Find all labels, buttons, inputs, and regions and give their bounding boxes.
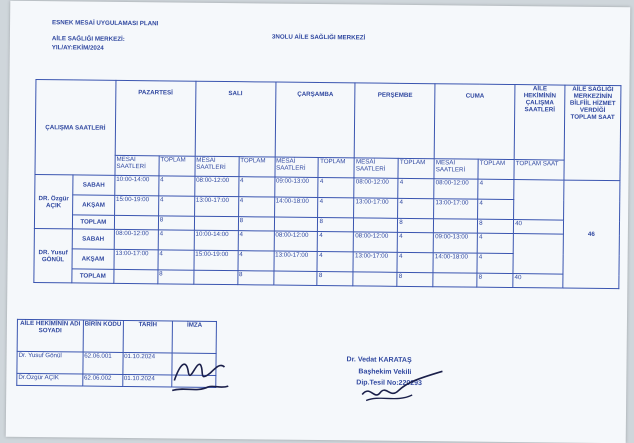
empty-cell bbox=[354, 218, 398, 232]
empty-cell bbox=[434, 219, 478, 233]
sig-name: Dr. Yusuf Gönül bbox=[17, 351, 83, 374]
shift-hours: 13:00-17:00 bbox=[194, 196, 238, 216]
empty-cell bbox=[194, 270, 238, 284]
shift-hours: 14:00-18:00 bbox=[274, 197, 318, 217]
shift-count: 4 bbox=[397, 232, 433, 252]
day-header: SALI bbox=[195, 81, 276, 157]
shift-count: 4 bbox=[158, 230, 194, 250]
empty-cell bbox=[273, 271, 317, 285]
shift-count: 4 bbox=[317, 251, 353, 271]
sig-header-date: TARİH bbox=[123, 320, 173, 353]
sig-code: 62.06.002 bbox=[82, 374, 122, 386]
schedule-table bbox=[33, 79, 621, 289]
doctor-hours-header: AİLE HEKİMİNİN ÇALIŞMA SAATLERİ bbox=[514, 85, 565, 161]
shift-label: SABAH bbox=[73, 175, 115, 195]
shift-hours: 15:00-19:00 bbox=[114, 195, 158, 215]
week-total: 40 bbox=[513, 274, 563, 289]
total-subheader: TOPLAM bbox=[398, 158, 434, 178]
shift-hours: 13:00-17:00 bbox=[353, 252, 397, 272]
period-label: YIL/AY:EKİM/2024 bbox=[51, 44, 104, 52]
day-total: 8 bbox=[238, 217, 274, 231]
approver-signature bbox=[356, 364, 446, 407]
shift-hours: 08:00-12:00 bbox=[194, 176, 238, 196]
shift-hours: 15:00-19:00 bbox=[194, 250, 238, 270]
center-hours-header: AİLE SAĞLIĞI MERKEZİNİN BİLFİİL HİZMET VERDİĞİ TOPLAM SAAT bbox=[564, 85, 621, 181]
center-name: 3NOLU AİLE SAĞLIĞI MERKEZİ bbox=[271, 33, 366, 42]
total-subheader: TOPLAM bbox=[478, 159, 514, 179]
shift-hours: 10:00-14:00 bbox=[194, 230, 238, 250]
shift-hours: 13:00-17:00 bbox=[114, 249, 158, 269]
shift-hours: 08:00-12:00 bbox=[354, 232, 398, 252]
approver-name: Dr. Vedat KARATAŞ bbox=[346, 356, 412, 364]
day-total: 8 bbox=[237, 271, 273, 285]
sig-header-sign: İMZA bbox=[172, 321, 216, 353]
empty-cell bbox=[194, 216, 238, 230]
shift-hours: 09:00-13:00 bbox=[433, 233, 477, 253]
sig-name: Dr.Özgür AÇIK bbox=[17, 373, 83, 386]
empty-cell bbox=[353, 272, 397, 286]
shift-hours: 13:00-17:00 bbox=[274, 251, 318, 271]
empty-cell bbox=[114, 215, 158, 229]
shift-count: 4 bbox=[478, 179, 514, 199]
shift-count: 4 bbox=[477, 233, 513, 253]
shift-count: 4 bbox=[158, 176, 194, 196]
shift-hours: 13:00-17:00 bbox=[354, 198, 398, 218]
day-header: PERŞEMBE bbox=[355, 83, 436, 159]
plan-title: ESNEK MESAİ UYGULAMASI PLANI bbox=[52, 19, 159, 28]
day-total: 8 bbox=[318, 217, 354, 231]
empty-cell bbox=[274, 217, 318, 231]
day-header: CUMA bbox=[434, 84, 515, 160]
shift-hours: 08:00-12:00 bbox=[354, 178, 398, 198]
day-total: 8 bbox=[158, 216, 194, 230]
shift-count: 4 bbox=[477, 253, 513, 273]
shift-count: 4 bbox=[238, 197, 274, 217]
shift-count: 4 bbox=[158, 250, 194, 270]
shift-hours: 10:00-14:00 bbox=[115, 175, 159, 195]
hours-subheader: MESAİ SAATLERİ bbox=[274, 157, 318, 177]
hours-subheader: MESAİ SAATLERİ bbox=[434, 159, 478, 179]
empty-cell bbox=[513, 234, 563, 275]
hours-subheader: MESAİ SAATLERİ bbox=[115, 155, 159, 175]
shift-label: SABAH bbox=[72, 229, 114, 249]
day-total: 8 bbox=[398, 218, 434, 232]
sig-date: 01.10.2024 bbox=[122, 374, 172, 387]
day-total: 8 bbox=[478, 219, 514, 233]
empty-cell bbox=[433, 273, 477, 287]
corner-label: ÇALIŞMA SAATLERİ bbox=[35, 80, 116, 176]
approver-dip: Dip.Tesil No:220293 bbox=[356, 379, 422, 388]
doctor-total-header: TOPLAM SAAT bbox=[514, 160, 564, 181]
document-sheet bbox=[6, 1, 631, 443]
shift-count: 4 bbox=[318, 231, 354, 251]
hours-subheader: MESAİ SAATLERİ bbox=[195, 156, 239, 176]
shift-count: 4 bbox=[398, 178, 434, 198]
total-subheader: TOPLAM bbox=[318, 158, 354, 178]
shift-count: 4 bbox=[397, 252, 433, 272]
center-label: AİLE SAĞLIĞI MERKEZİ: bbox=[51, 35, 125, 43]
shift-count: 4 bbox=[398, 198, 434, 218]
total-subheader: TOPLAM bbox=[239, 157, 275, 177]
shift-count: 4 bbox=[238, 251, 274, 271]
day-total: 8 bbox=[158, 270, 194, 284]
shift-count: 4 bbox=[238, 177, 274, 197]
shift-count: 4 bbox=[318, 178, 354, 198]
shift-hours: 13:00-17:00 bbox=[434, 199, 478, 219]
sig-code: 62.06.001 bbox=[83, 352, 123, 374]
total-label: TOPLAM bbox=[72, 269, 114, 283]
shift-hours: 14:00-18:00 bbox=[433, 253, 477, 273]
doctor-name: DR. Yusuf GÖNÜL bbox=[34, 229, 72, 283]
shift-count: 4 bbox=[478, 199, 514, 219]
sig-date: 01.10.2024 bbox=[122, 352, 172, 375]
doctor-name: DR. Özgür AÇIK bbox=[34, 175, 72, 229]
total-label: TOPLAM bbox=[72, 215, 114, 229]
total-subheader: TOPLAM bbox=[159, 156, 195, 176]
day-total: 8 bbox=[477, 273, 513, 287]
shift-count: 4 bbox=[158, 196, 194, 216]
shift-hours: 08:00-12:00 bbox=[114, 229, 158, 249]
day-total: 8 bbox=[397, 272, 433, 286]
sig-header-code: BİRİN KODU bbox=[83, 320, 123, 352]
shift-label: AKŞAM bbox=[72, 249, 114, 269]
week-total: 40 bbox=[513, 220, 563, 235]
day-header: PAZARTESİ bbox=[115, 80, 196, 156]
day-total: 8 bbox=[317, 271, 353, 285]
shift-count: 4 bbox=[318, 198, 354, 218]
shift-hours: 08:00-12:00 bbox=[274, 231, 318, 251]
hours-subheader: MESAİ SAATLERİ bbox=[354, 158, 398, 178]
grand-total: 46 bbox=[563, 180, 620, 289]
shift-count: 4 bbox=[238, 231, 274, 251]
handwritten-signature bbox=[170, 352, 230, 398]
empty-cell bbox=[514, 180, 564, 221]
sig-header-name: AİLE HEKİMİNİN ADI SOYADI bbox=[17, 319, 83, 352]
empty-cell bbox=[114, 269, 158, 283]
approver-title: Başhekim Vekili bbox=[358, 368, 412, 376]
shift-hours: 09:00-13:00 bbox=[274, 177, 318, 197]
shift-hours: 08:00-12:00 bbox=[434, 179, 478, 199]
day-header: ÇARŞAMBA bbox=[275, 82, 356, 158]
shift-label: AKŞAM bbox=[72, 195, 114, 215]
